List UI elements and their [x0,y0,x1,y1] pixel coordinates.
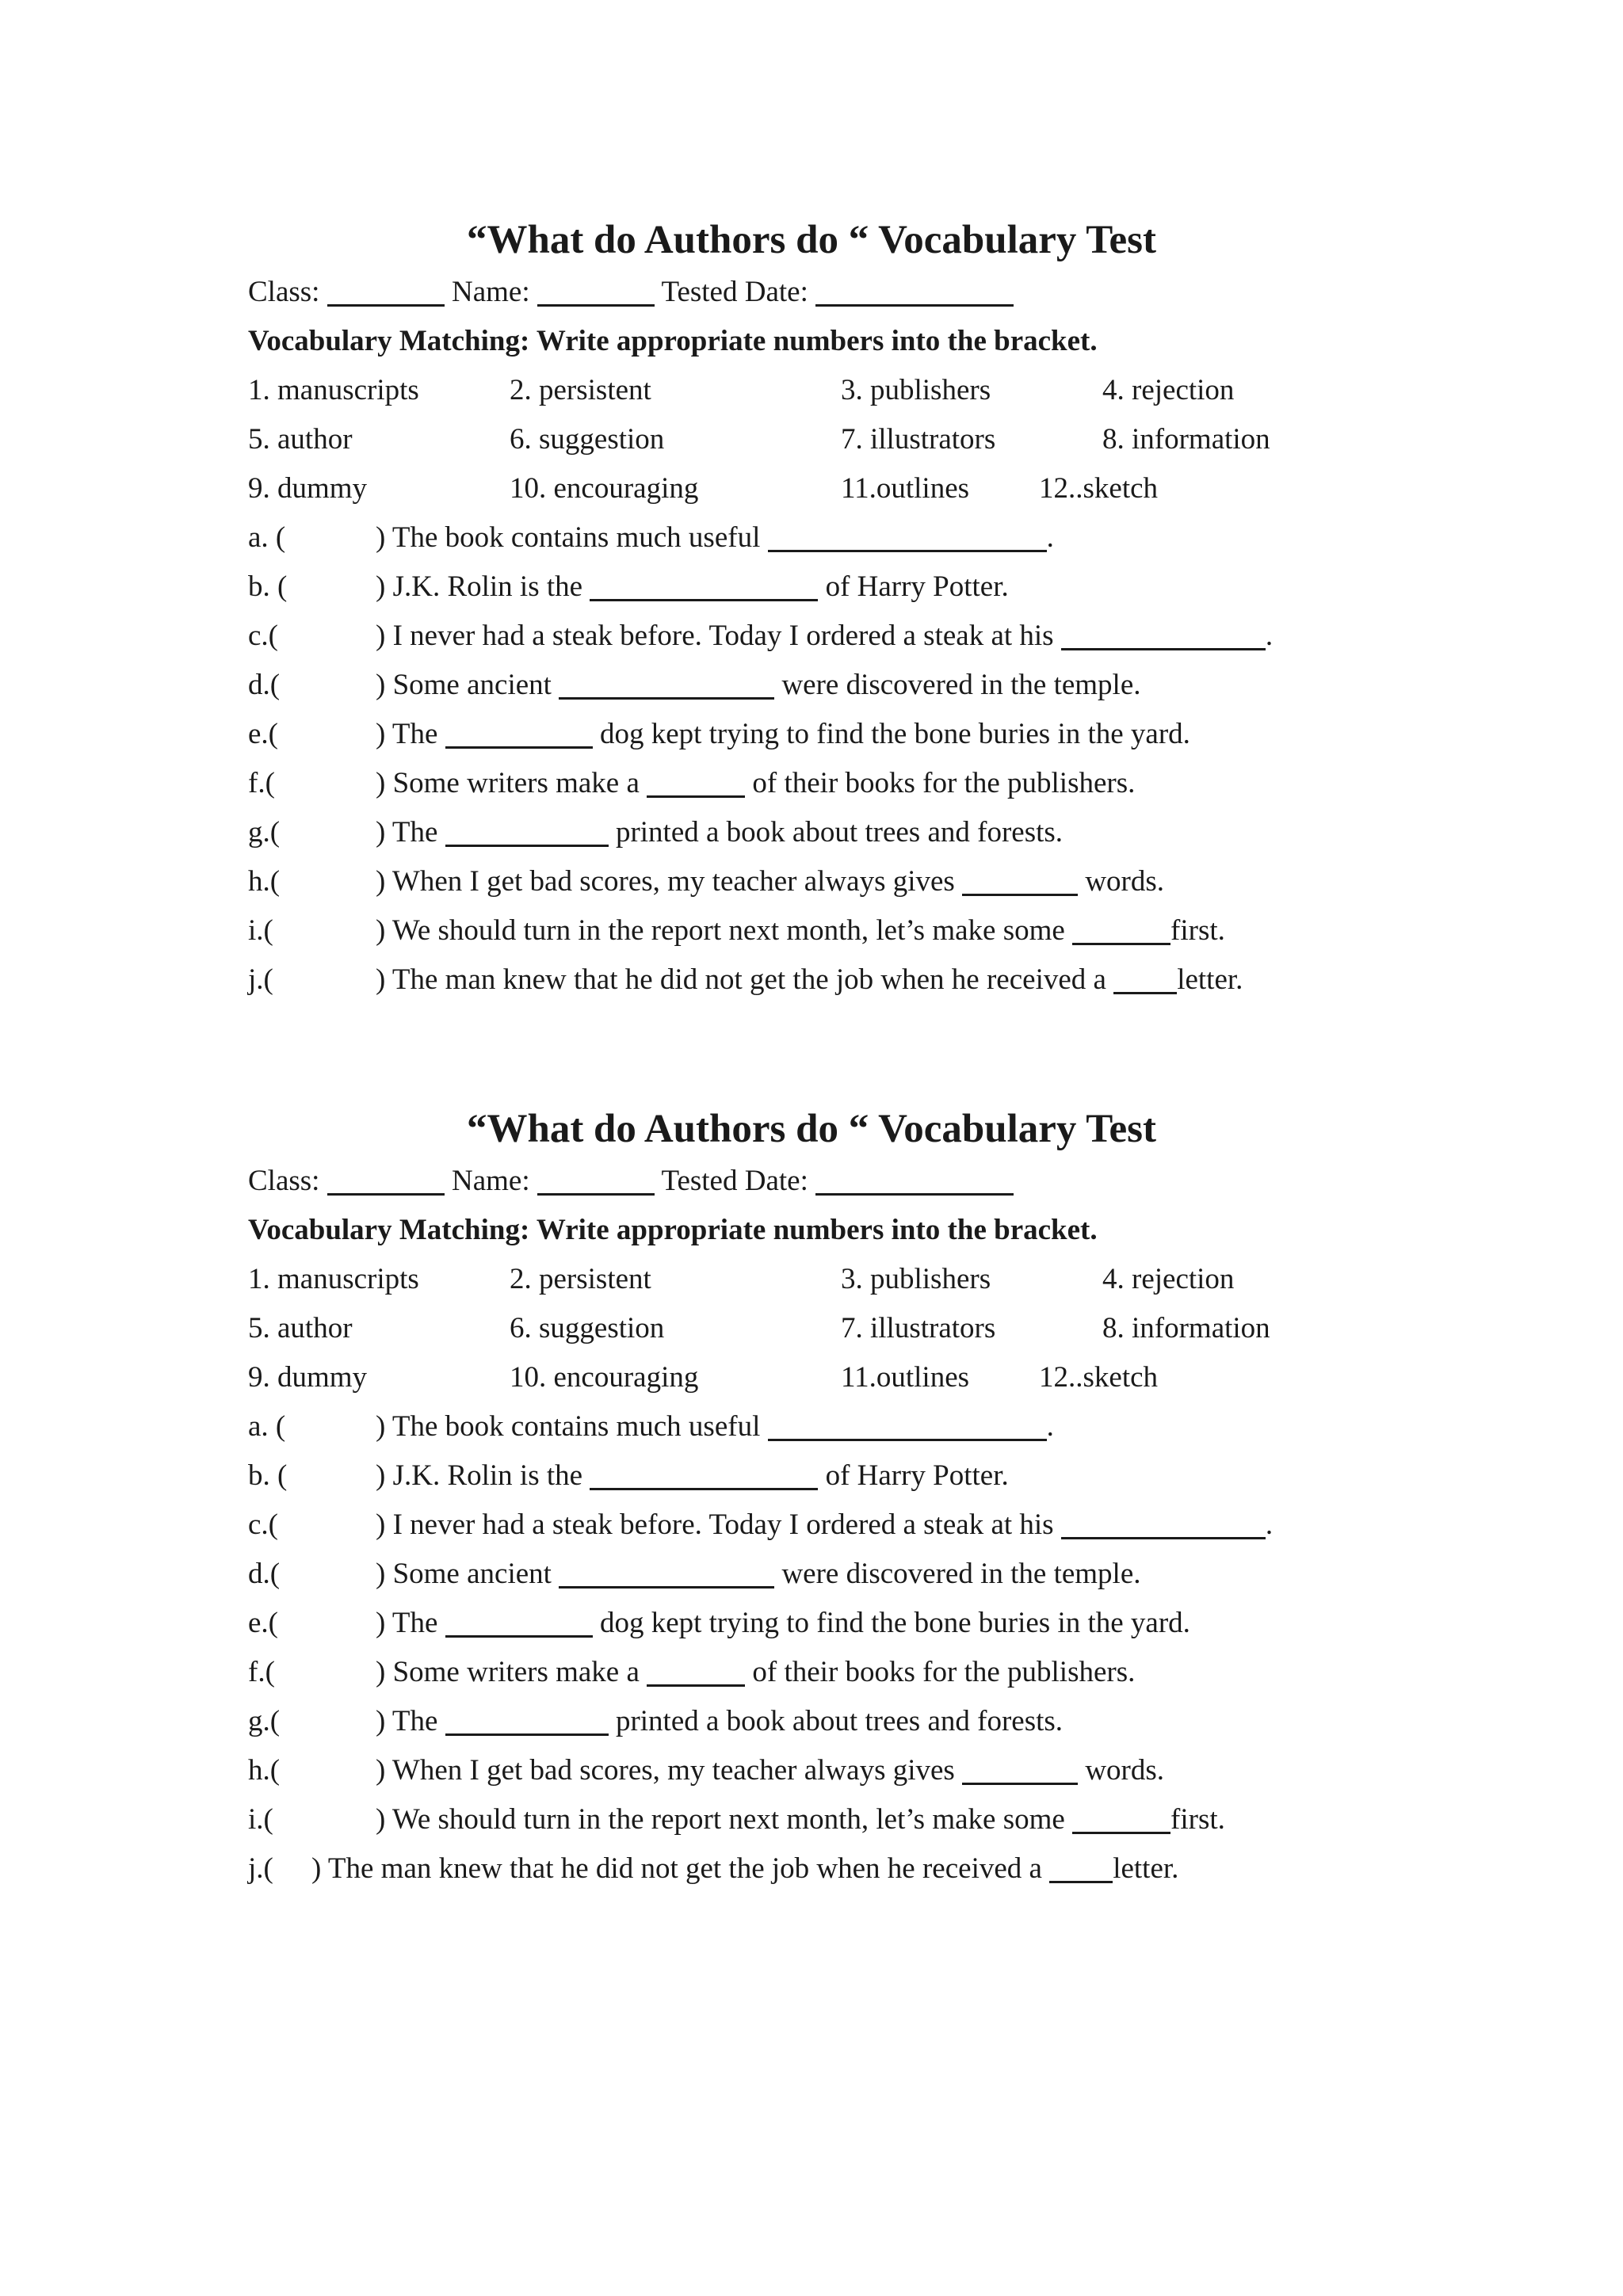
test-title: “What do Authors do “ Vocabulary Test [466,1107,1157,1151]
answer-blank[interactable] [445,818,609,847]
question-text: ) I never had a steak before. Today I ordered a steak at his . [376,1508,1274,1541]
question-list [248,513,1437,1005]
question-label: j.( [248,1852,273,1885]
vocab-word: 10. encouraging [510,1361,699,1394]
question-text: ) The book contains much useful . [376,521,1054,554]
vocabulary-word-bank [248,366,1437,513]
question-text: ) The dog kept trying to find the bone buries in the yard. [376,1607,1190,1639]
vocab-word: 5. author [248,1312,353,1344]
question-label: d.( [248,1558,281,1590]
name-label: Name: [451,276,530,308]
vocab-word: 11.outlines [841,1361,970,1394]
question-item [248,906,1437,955]
vocab-word: 7. illustrators [841,1312,996,1344]
question-label: c.( [248,620,278,652]
word-bank-row [248,1353,1437,1402]
question-label: b. ( [248,570,288,603]
class-blank[interactable] [327,277,445,307]
question-item [248,1599,1437,1648]
answer-blank[interactable] [962,1756,1078,1785]
vocab-word: 7. illustrators [841,423,996,456]
question-item [248,955,1437,1005]
answer-blank[interactable] [590,1461,818,1490]
question-label: j.( [248,963,273,996]
question-item [248,1844,1437,1894]
student-info-line [248,1157,1014,1206]
question-list [248,1402,1437,1894]
question-label: h.( [248,865,281,898]
answer-blank[interactable] [559,1559,774,1589]
vocab-word: 11.outlines [841,472,970,505]
question-label: f.( [248,1656,275,1688]
answer-blank[interactable] [1113,965,1177,994]
vocab-word: 3. publishers [841,374,991,406]
question-text: ) The printed a book about trees and forests. [376,816,1064,849]
question-item [248,710,1437,759]
question-item [248,1795,1437,1844]
vocab-word: 12..sketch [1039,472,1159,505]
question-text: ) I never had a steak before. Today I ordered a steak at his . [376,620,1274,652]
answer-blank[interactable] [445,1707,609,1736]
vocab-word: 12..sketch [1039,1361,1159,1394]
tested-date-label: Tested Date: [661,1165,808,1197]
vocab-word: 4. rejection [1102,1263,1235,1295]
answer-blank[interactable] [647,1657,745,1687]
vocab-word: 8. information [1102,423,1270,456]
question-text: ) The printed a book about trees and forests. [376,1705,1064,1737]
tested-date-blank[interactable] [815,277,1014,307]
question-label: e.( [248,1607,278,1639]
question-text: ) When I get bad scores, my teacher always gives words. [376,1754,1165,1787]
answer-blank[interactable] [962,867,1078,896]
class-blank[interactable] [327,1166,445,1196]
vocab-word: 1. manuscripts [248,1263,419,1295]
question-text: ) When I get bad scores, my teacher always gives words. [376,865,1165,898]
vocab-word: 2. persistent [510,374,651,406]
question-label: h.( [248,1754,281,1787]
vocab-word: 9. dummy [248,1361,368,1394]
question-item [248,1697,1437,1746]
question-label: d.( [248,669,281,701]
question-text: ) Some ancient were discovered in the temple. [376,1558,1141,1590]
class-label: Class: [248,1165,320,1197]
test-title: “What do Authors do “ Vocabulary Test [466,218,1157,262]
answer-blank[interactable] [1072,1805,1170,1834]
question-text: ) Some ancient were discovered in the temple. [376,669,1141,701]
name-blank[interactable] [537,1166,655,1196]
vocab-word: 6. suggestion [510,1312,665,1344]
question-label: g.( [248,816,281,849]
answer-blank[interactable] [1061,621,1266,650]
answer-blank[interactable] [445,719,593,749]
question-text: ) Some writers make a of their books for the publishers. [376,767,1136,799]
question-text: ) The man knew that he did not get the job when he received a letter. [376,963,1243,996]
question-item [248,808,1437,857]
vocab-word: 10. encouraging [510,472,699,505]
tested-date-label: Tested Date: [661,276,808,308]
answer-blank[interactable] [1049,1854,1113,1883]
question-item [248,1648,1437,1697]
question-label: a. ( [248,1410,286,1443]
vocab-word: 2. persistent [510,1263,651,1295]
vocabulary-test-2 [0,1101,1623,1885]
word-bank-row [248,464,1437,513]
question-item [248,513,1437,563]
word-bank-row [248,415,1437,464]
question-item [248,1501,1437,1550]
word-bank-row [248,1304,1437,1353]
answer-blank[interactable] [1072,916,1170,945]
question-label: g.( [248,1705,281,1737]
question-text: ) Some writers make a of their books for the publishers. [376,1656,1136,1688]
vocabulary-word-bank [248,1255,1437,1402]
question-label: b. ( [248,1459,288,1492]
answer-blank[interactable] [445,1608,593,1638]
question-label: e.( [248,718,278,750]
class-label: Class: [248,276,320,308]
question-text: ) The book contains much useful . [376,1410,1054,1443]
question-item [248,661,1437,710]
question-label: i.( [248,914,273,947]
answer-blank[interactable] [647,769,745,798]
answer-blank[interactable] [590,572,818,601]
answer-blank[interactable] [559,670,774,700]
student-info-line [248,268,1014,317]
question-item [248,1550,1437,1599]
vocab-word: 8. information [1102,1312,1270,1344]
question-item [248,1746,1437,1795]
question-text: ) We should turn in the report next month, let’s make some first. [376,914,1225,947]
question-label: f.( [248,767,275,799]
instructions: Vocabulary Matching: Write appropriate numbers into the bracket. [248,325,1098,357]
vocab-word: 1. manuscripts [248,374,419,406]
name-label: Name: [451,1165,530,1197]
answer-blank[interactable] [1061,1510,1266,1539]
question-label: i.( [248,1803,273,1836]
vocab-word: 5. author [248,423,353,456]
vocabulary-test-1 [0,212,1623,996]
vocab-word: 3. publishers [841,1263,991,1295]
vocab-word: 9. dummy [248,472,368,505]
instructions: Vocabulary Matching: Write appropriate numbers into the bracket. [248,1214,1098,1246]
question-label: a. ( [248,521,286,554]
tested-date-blank[interactable] [815,1166,1014,1196]
name-blank[interactable] [537,277,655,307]
answer-blank[interactable] [768,1412,1047,1441]
word-bank-row [248,366,1437,415]
question-item [248,563,1437,612]
question-text: ) J.K. Rolin is the of Harry Potter. [376,1459,1009,1492]
question-item [248,759,1437,808]
question-text: ) We should turn in the report next month, let’s make some first. [376,1803,1225,1836]
question-text: ) The dog kept trying to find the bone buries in the yard. [376,718,1190,750]
vocab-word: 4. rejection [1102,374,1235,406]
answer-blank[interactable] [768,523,1047,552]
question-label: c.( [248,1508,278,1541]
question-text: ) The man knew that he did not get the job when he received a letter. [311,1852,1179,1885]
word-bank-row [248,1255,1437,1304]
question-item [248,857,1437,906]
question-item [248,1402,1437,1451]
question-text: ) J.K. Rolin is the of Harry Potter. [376,570,1009,603]
vocab-word: 6. suggestion [510,423,665,456]
question-item [248,1451,1437,1501]
question-item [248,612,1437,661]
